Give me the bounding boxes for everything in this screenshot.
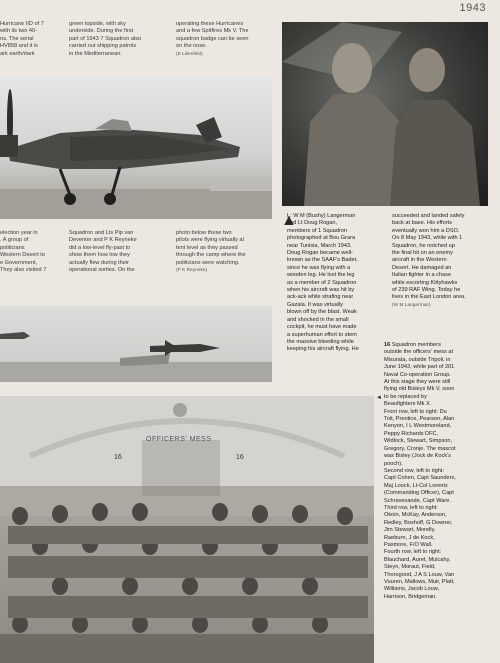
portrait-caption-arrow: ▲ bbox=[281, 212, 297, 229]
squadron-group-photo bbox=[0, 396, 374, 663]
officers-mess-sign: OFFICERS' MESS bbox=[146, 436, 212, 443]
group-caption-arrow: ◄ bbox=[376, 395, 382, 401]
mid-text-col3-block bbox=[176, 230, 276, 273]
top-text-col3-block bbox=[176, 21, 276, 57]
top-text-credit: (E Lilienfeld) bbox=[176, 51, 203, 57]
flypast-photo bbox=[0, 306, 272, 382]
group-caption-text: Squadron members outside the officers' mess at Misurata, outside Tripoli, in June 1943, while part of 201 Naval Co-operation Group. At this stage they were still flying old Bisleys Mk V, soon to be replaced by Beaufighters Mk X. Front row, left to right: Du Toit, Prentice, Pearson, Alan Kenyon, I L Westmoreland, Peppy Richards DFC, Widlock, Stewart, Simpson, Gregory, Cronje. The mascot was Bisley (Jock de Kock's pooch). Second row, left to right: Capt Cohen, Capt Saunders, Maj Loock, Lt-Col Lorentz (Commanding Officer), Capt Schravesande, Capt Ware. Third row, left to right: Okoin, McKay, Anderson, Redley, Boshoff, G Downer, Jim Stewart, Morelly, Raeburn, J de Kock, Pasmore, F/O Wall. Fourth row, left to right: Blauchard, Auret, Mulcahy, Steyn, Moraut, Field, Thorogood, J A S Louw, Van Vuuren, Mallows, Muir, Platt, Williams, Jacob Louw, Harrison, Bridgeman. bbox=[384, 342, 456, 600]
pilots-portrait-photo bbox=[282, 22, 488, 206]
top-text-col1: Hurricane IID of 7 with its two 40- ns. The serial HV858 and it is ark earth/dark bbox=[0, 21, 44, 57]
portrait-caption-col2-block bbox=[392, 213, 498, 308]
portrait-caption-credit: (W M Langerman) bbox=[392, 302, 431, 308]
mess-number-right: 16 bbox=[236, 454, 244, 461]
portrait-caption-col1: L: W M (Bushy) Langerman and Lt Doug Rogan, members of 1 Squadron photographed at Bou Grara near Tunisia, March 1943. Doug Rogan became well- known as the SAAF's Bader, since he was flying with a wooden leg. He lost the leg as a member of 2 Squadron when his aircraft was hit by ack-ack while strafing near Gazala. It was virtually blown off by the blast. Weak and shocked in the small cockpit, he must have made a superhuman effort to stem the massive bleeding while keeping his aircraft flying. He bbox=[287, 213, 359, 353]
group-caption-number: 16 bbox=[384, 342, 391, 348]
mid-text-credit: (P K Reyneke) bbox=[176, 268, 208, 274]
hurricane-aircraft-illustration bbox=[0, 77, 272, 219]
mess-number-left: 16 bbox=[114, 454, 122, 461]
mid-text-col3: photo below these two pilots were flying virtually at tent level as they passed through the camp where the politicians were watching. bbox=[176, 230, 246, 266]
portrait-caption-col2: succeeded and landed safely back at base. His efforts eventually won him a DSO. On 8 May 1943, while with 1 Squadron, he notched up the final hit on an enemy aircraft in the Western Desert. He damaged an Italian fighter in a chase while escorting Kittyhawks of 239 RAF Wing. Today he lives in the East London area. bbox=[392, 213, 466, 301]
page-year: 1943 bbox=[459, 2, 486, 14]
hurricane-photo bbox=[0, 77, 272, 219]
top-text-col3: operating these Hurricanes and a few Spitfires Mk V. The squadron badge can be seen on the nose. bbox=[176, 21, 249, 50]
pilots-figures-illustration bbox=[282, 22, 488, 206]
mid-text-col1: election year in . A group of politicians Western Desert to e Government, They also visited 7 bbox=[0, 230, 47, 274]
group-caption bbox=[384, 342, 498, 601]
mid-text-col2: Squadron and Lts Pip van Deventer and P K Reyneke did a low-level fly-past to show them how low they actually flew during their operational sorties. On the bbox=[69, 230, 137, 274]
top-text-col2: green topside, with sky underside. During the first part of 1943 7 Squadron also carried out shipping patrols in the Mediterranean. bbox=[69, 21, 142, 57]
flypast-aircraft-illustration bbox=[0, 306, 272, 382]
